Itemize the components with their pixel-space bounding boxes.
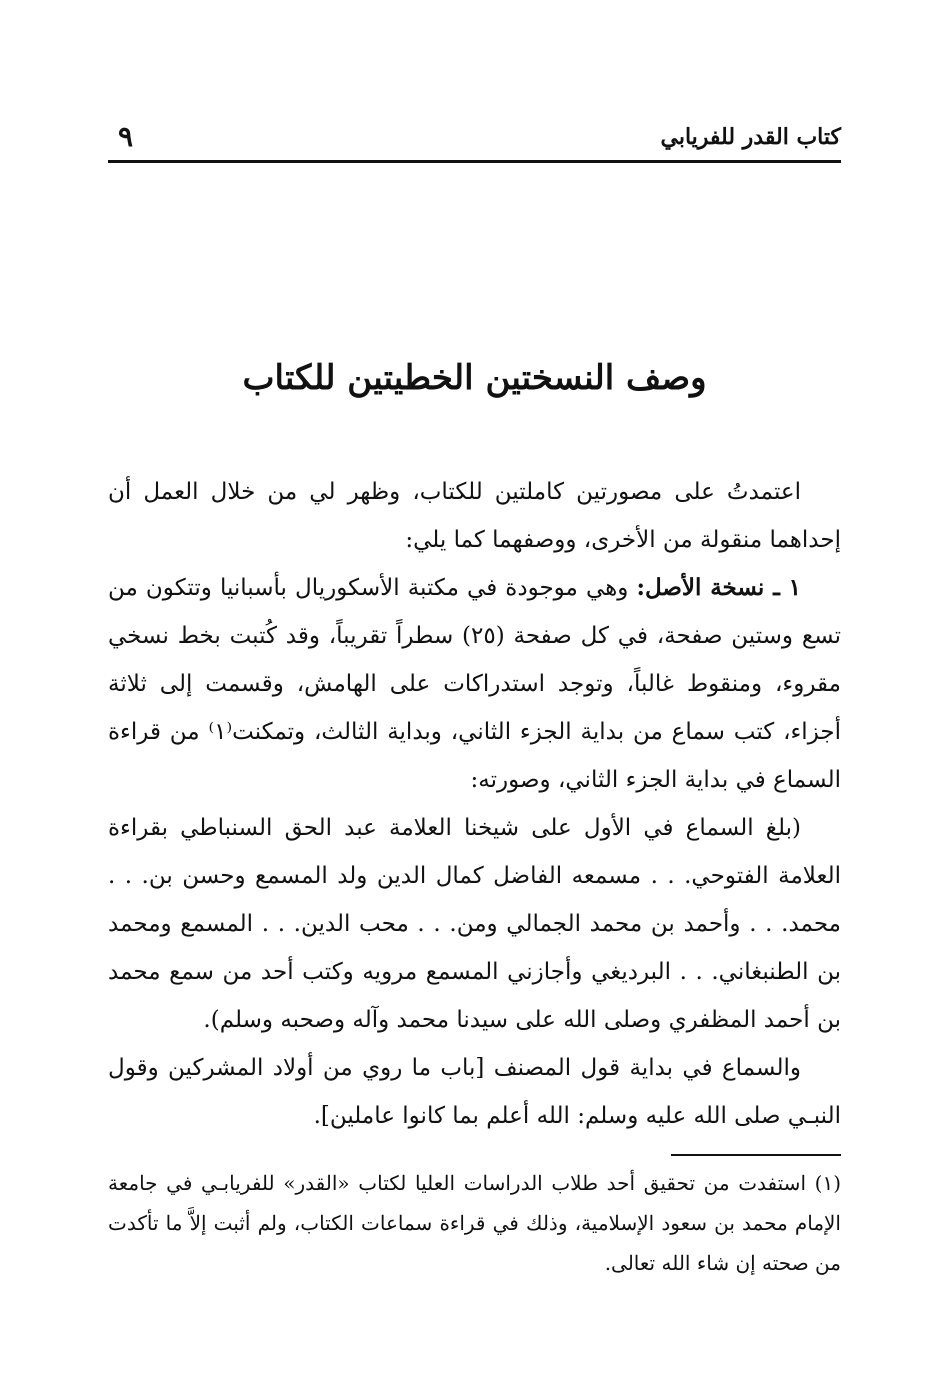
footnote: (١) استفدت من تحقيق أحد طلاب الدراسات العليا لكتاب «القدر» للفريابـي في جامعة الإمام محمد بن سعود الإسلامية، وذلك في قراءة سماعات الكتاب، ولم أثبت إلاَّ ما تأكدت من صحته إن شاء الله تعالى. [108,1171,841,1275]
running-header [108,120,841,156]
original-copy-description: وهي موجودة في مكتبة الأسكوريال بأسبانيا وتتكون من تسع وستين صفحة، في كل صفحة (٢٥) سطراً تقريباً، وقد كُتبت بخط نسخي مقروء، ومنقوط غالباً، وتوجد استدراكات على الهامش، وقسمت إلى ثلاثة أجزاء، كتب سماع من بداية الجزء الثاني، وبداية الثالث، وتمكنت⁽١⁾ من قراءة السماع في بداية الجزء الثاني، وصورته: [108,575,841,793]
original-copy-paragraph [108,564,841,804]
running-title: كتاب القدر للفريابي [660,124,841,150]
samaa-chapter-paragraph: والسماع في بداية قول المصنف [باب ما روي من أولاد المشركين وقول النبـي صلى الله عليه وسلم: الله أعلم بما كانوا عاملين]. [108,1055,841,1129]
intro-paragraph: اعتمدتُ على مصورتين كاملتين للكتاب، وظهر لي من خلال العمل أن إحداهما منقولة من الأخرى، ووصفهما كما يلي: [108,479,841,553]
original-copy-heading: ١ ـ نسخة الأصل: [636,574,801,601]
section-title: وصف النسختين الخطيتين للكتاب [242,358,707,398]
page-number: ٩ [118,120,134,153]
header-rule [108,160,841,163]
body-text [108,468,841,1140]
samaa-quote-paragraph: (بلغ السماع في الأول على شيخنا العلامة عبد الحق السنباطي بقراءة العلامة الفتوحي. . . مسمعه الفاضل كمال الدين ولد المسمع وحسن بن. . . محمد. . . وأحمد بن محمد الجمالي ومن. . . محب الدين. . . المسمع ومحمد بن الطنبغاني. . . البرديغي وأجازني المسمع مرويه وكتب أحد من سمع محمد بن أحمد المظفري وصلى الله على سيدنا محمد وآله وصحبه وسلم). [108,815,841,1033]
footnote-rule [671,1154,841,1156]
